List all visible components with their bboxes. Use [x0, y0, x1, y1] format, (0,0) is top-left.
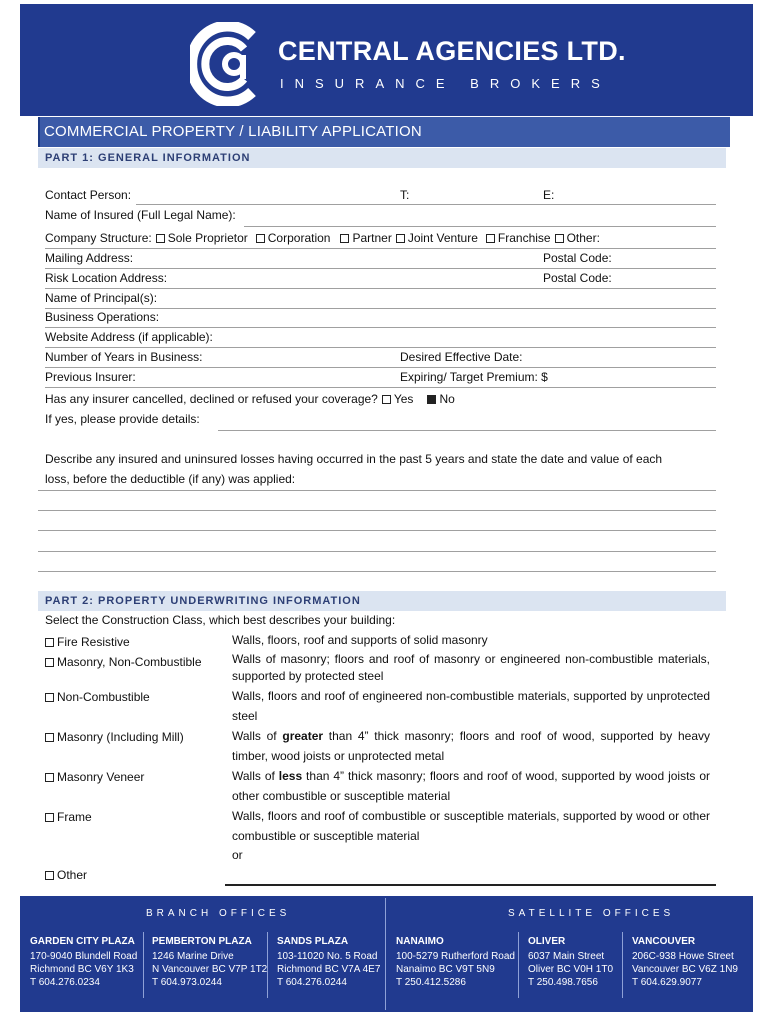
company-name: CENTRAL AGENCIES LTD. — [278, 36, 626, 66]
no-checkbox[interactable] — [427, 395, 436, 404]
other-class-field-line[interactable] — [225, 884, 716, 886]
other-class-desc: or — [232, 848, 243, 862]
masonry-noncombustible-label: Masonry, Non-Combustible — [57, 655, 202, 669]
insured-name-label: Name of Insured (Full Legal Name): — [45, 208, 236, 222]
cancelled-question-row — [45, 392, 455, 406]
masonry-noncombustible-desc: Walls of masonry; floors and roof of masonry or engineered non-combustible materials, supported by protected steel — [232, 652, 710, 683]
details-field-line[interactable] — [218, 430, 716, 431]
masonry-veneer-label: Masonry Veneer — [57, 770, 145, 784]
office-name: PEMBERTON PLAZA — [152, 936, 252, 947]
sole-proprietor-checkbox[interactable] — [156, 234, 165, 243]
office-name: VANCOUVER — [632, 936, 696, 947]
office-address: 6037 Main Street — [528, 951, 605, 962]
office-oliver — [528, 936, 613, 988]
office-phone: T 250.498.7656 — [528, 977, 598, 988]
website-field-line[interactable] — [45, 347, 716, 348]
footer-divider — [518, 932, 519, 998]
losses-answer-line[interactable] — [38, 551, 716, 552]
office-city: Vancouver BC V6Z 1N9 — [632, 964, 738, 975]
office-pemberton — [152, 936, 267, 988]
office-phone: T 604.276.0234 — [30, 977, 100, 988]
yes-checkbox[interactable] — [382, 395, 391, 404]
construction-class-intro: Select the Construction Class, which best describes your building: — [45, 613, 396, 627]
office-name: NANAIMO — [396, 936, 444, 947]
office-city: Nanaimo BC V9T 5N9 — [396, 964, 495, 975]
losses-answer-line[interactable] — [38, 530, 716, 531]
joint-venture-label: Joint Venture — [407, 231, 478, 245]
partner-label: Partner — [352, 231, 392, 245]
noncombustible-option[interactable] — [45, 690, 150, 704]
operations-label: Business Operations: — [45, 310, 160, 324]
effective-date-label: Desired Effective Date: — [400, 350, 523, 364]
corporation-label: Corporation — [267, 231, 331, 245]
postal-code-1-label: Postal Code: — [543, 251, 612, 265]
office-phone: T 604.973.0244 — [152, 977, 222, 988]
no-label: No — [439, 392, 455, 406]
other-class-checkbox[interactable] — [45, 871, 54, 880]
company-tagline: INSURANCE BROKERS — [280, 76, 611, 91]
phone-label: T: — [400, 188, 410, 202]
masonry-mill-desc: Walls of greater than 4” thick masonry; floors and roof of wood, supported by heavy timber, wood joists or unprotected metal — [232, 729, 710, 763]
principals-label: Name of Principal(s): — [45, 291, 158, 305]
postal-code-2-label: Postal Code: — [543, 271, 612, 285]
office-address: 170-9040 Blundell Road — [30, 951, 138, 962]
fire-resistive-desc: Walls, floors, roof and supports of solid masonry — [232, 633, 488, 647]
office-city: Richmond BC V6Y 1K3 — [30, 964, 134, 975]
branch-offices-heading: BRANCH OFFICES — [146, 908, 291, 919]
company-structure-label: Company Structure: — [45, 231, 152, 245]
company-structure-row — [45, 231, 600, 245]
email-label: E: — [543, 188, 555, 202]
masonry-noncombustible-option[interactable] — [45, 655, 202, 669]
mailing-address-label: Mailing Address: — [45, 251, 134, 265]
office-city: Richmond BC V7A 4E7 — [277, 964, 381, 975]
company-logo-icon — [190, 22, 264, 106]
joint-venture-checkbox[interactable] — [396, 234, 405, 243]
frame-option[interactable] — [45, 810, 92, 824]
contact-person-label: Contact Person: — [45, 188, 132, 202]
office-city: N Vancouver BC V7P 1T2 — [152, 964, 268, 975]
part2-heading: PART 2: PROPERTY UNDERWRITING INFORMATION — [45, 595, 361, 607]
footer-divider — [143, 932, 144, 998]
franchise-label: Franchise — [497, 231, 551, 245]
masonry-mill-option[interactable] — [45, 730, 184, 744]
operations-field-line[interactable] — [45, 327, 716, 328]
frame-checkbox[interactable] — [45, 813, 54, 822]
mailing-address-field-line[interactable] — [45, 268, 716, 269]
structure-divider — [45, 248, 716, 249]
office-nanaimo — [396, 936, 515, 988]
website-label: Website Address (if applicable): — [45, 330, 213, 344]
office-address: 206C-938 Howe Street — [632, 951, 734, 962]
sole-proprietor-label: Sole Proprietor — [167, 231, 248, 245]
office-vancouver — [632, 936, 738, 988]
previous-insurer-field-line[interactable] — [45, 387, 716, 388]
office-phone: T 604.276.0244 — [277, 977, 347, 988]
office-name: GARDEN CITY PLAZA — [30, 936, 135, 947]
frame-label: Frame — [57, 810, 92, 824]
office-name: SANDS PLAZA — [277, 936, 349, 947]
fire-resistive-checkbox[interactable] — [45, 638, 54, 647]
expiring-premium-label: Expiring/ Target Premium: $ — [400, 370, 548, 384]
noncombustible-label: Non-Combustible — [57, 690, 150, 704]
footer-divider — [622, 932, 623, 998]
masonry-veneer-checkbox[interactable] — [45, 773, 54, 782]
insured-name-field-line[interactable] — [244, 226, 716, 227]
office-phone: T 250.412.5286 — [396, 977, 466, 988]
details-prompt: If yes, please provide details: — [45, 412, 200, 426]
losses-answer-line[interactable] — [38, 510, 716, 511]
risk-location-label: Risk Location Address: — [45, 271, 168, 285]
other-structure-checkbox[interactable] — [555, 234, 564, 243]
masonry-noncombustible-checkbox[interactable] — [45, 658, 54, 667]
footer-divider — [385, 898, 386, 1010]
partner-checkbox[interactable] — [340, 234, 349, 243]
other-class-label: Other — [57, 868, 88, 882]
office-garden-city — [30, 936, 137, 988]
other-structure-label: Other: — [566, 231, 600, 245]
office-name: OLIVER — [528, 936, 566, 947]
form-title: COMMERCIAL PROPERTY / LIABILITY APPLICATION — [44, 123, 422, 140]
years-field-line[interactable] — [45, 367, 716, 368]
principals-field-line[interactable] — [45, 308, 716, 309]
previous-insurer-label: Previous Insurer: — [45, 370, 136, 384]
frame-desc: Walls, floors and roof of combustible or susceptible materials, supported by wood or other combustible or susceptible material — [232, 809, 710, 843]
office-phone: T 604.629.9077 — [632, 977, 702, 988]
contact-field-line[interactable] — [136, 204, 716, 205]
fire-resistive-label: Fire Resistive — [57, 635, 130, 649]
fire-resistive-option[interactable] — [45, 635, 130, 649]
noncombustible-checkbox[interactable] — [45, 693, 54, 702]
masonry-veneer-option[interactable] — [45, 770, 144, 784]
office-sands — [277, 936, 380, 988]
masonry-mill-checkbox[interactable] — [45, 733, 54, 742]
masonry-veneer-desc: Walls of less than 4” thick masonry; floors and roof of wood, supported by wood joists or other combustible or susceptible material — [232, 769, 711, 803]
risk-location-field-line[interactable] — [45, 288, 716, 289]
losses-prompt-line1: Describe any insured and uninsured losses having occurred in the past 5 years and state the date and value of each — [45, 452, 663, 466]
years-label: Number of Years in Business: — [45, 350, 203, 364]
franchise-checkbox[interactable] — [486, 234, 495, 243]
office-address: 100-5279 Rutherford Road — [396, 951, 515, 962]
corporation-checkbox[interactable] — [256, 234, 265, 243]
losses-answer-line[interactable] — [38, 490, 716, 491]
part1-heading: PART 1: GENERAL INFORMATION — [45, 152, 251, 164]
losses-answer-line[interactable] — [38, 571, 716, 572]
other-class-option[interactable] — [45, 868, 87, 882]
satellite-offices-heading: SATELLITE OFFICES — [508, 908, 675, 919]
masonry-mill-label: Masonry (Including Mill) — [57, 730, 184, 744]
cancelled-question: Has any insurer cancelled, declined or refused your coverage? — [45, 392, 378, 406]
office-city: Oliver BC V0H 1T0 — [528, 964, 614, 975]
losses-prompt-line2: loss, before the deductible (if any) was applied: — [45, 472, 296, 486]
yes-label: Yes — [393, 392, 414, 406]
office-address: 1246 Marine Drive — [152, 951, 234, 962]
office-address: 103-11020 No. 5 Road — [277, 951, 378, 962]
noncombustible-desc: Walls, floors and roof of engineered non-combustible materials, supported by unprotected steel — [232, 689, 710, 723]
